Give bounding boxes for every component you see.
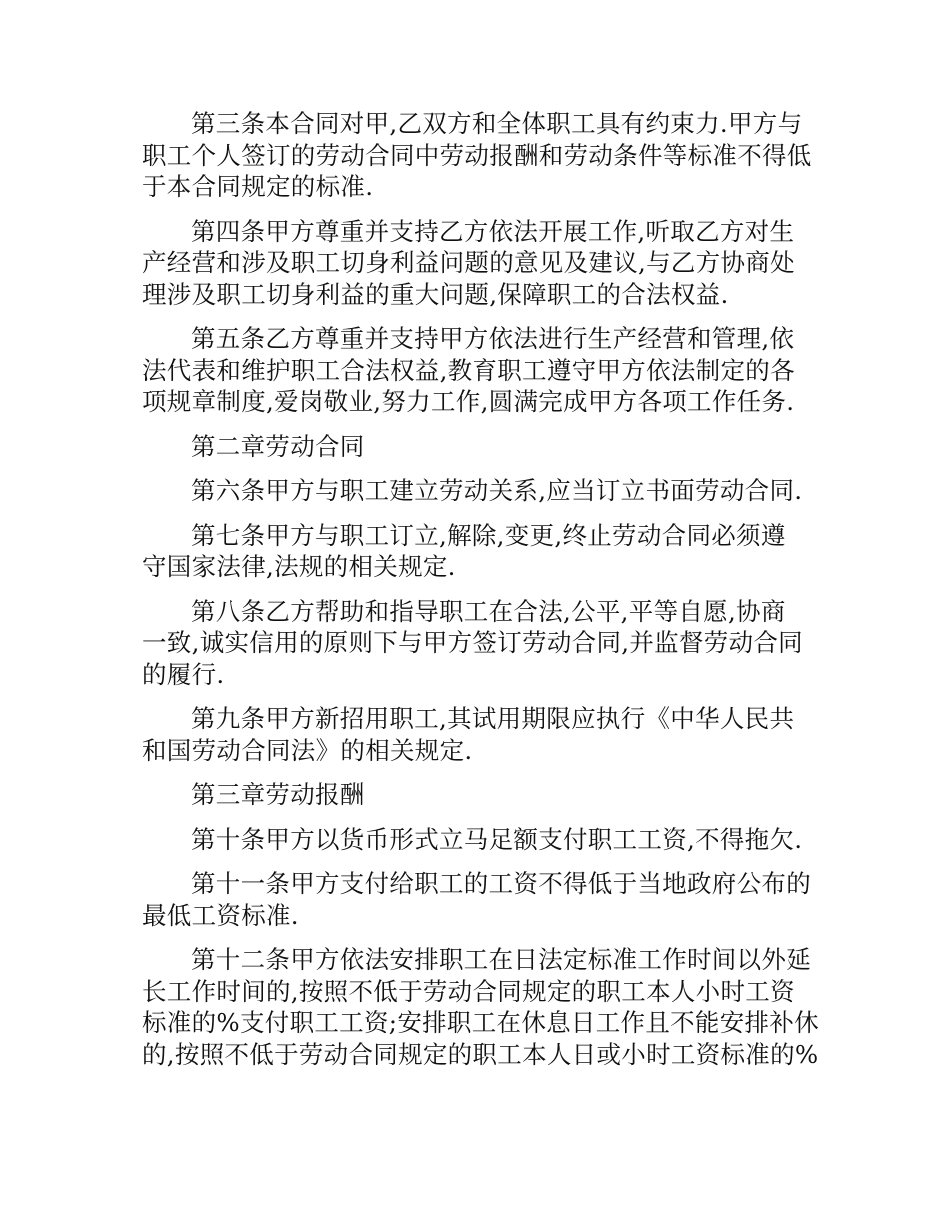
text-line: 第十二条甲方依法安排职工在日法定标准工作时间以外延: [191, 945, 811, 974]
text-line: 第十条甲方以货币形式立马足额支付职工工资,不得拖欠.: [191, 824, 803, 854]
text-line: 第五条乙方尊重并支持甲方依法进行生产经营和管理,依: [191, 324, 795, 353]
text-line: 理涉及职工切身利益的重大问题,保障职工的合法权益.: [142, 279, 729, 309]
article-12-paragraph: [142, 944, 818, 1070]
text-line: 和国劳动合同法》的相关规定.: [142, 735, 473, 765]
text-line: 职工个人签订的劳动合同中劳动报酬和劳动条件等标准不得低: [142, 140, 812, 170]
chapter-3-heading: [142, 779, 818, 811]
text-line: 法代表和维护职工合法权益,教育职工遵守甲方依法制定的各: [142, 355, 795, 385]
article-5-paragraph: [142, 323, 818, 418]
text-line: 长工作时间的,按照不低于劳动合同规定的职工本人小时工资: [142, 976, 795, 1006]
article-9-paragraph: [142, 703, 818, 766]
article-7-paragraph: [142, 520, 818, 583]
text-line: 的,按照不低于劳动合同规定的职工本人日或小时工资标准的%: [142, 1039, 819, 1069]
text-line: 的履行.: [142, 659, 225, 689]
text-line: 于本合同规定的标准.: [142, 172, 374, 201]
text-line: 第八条乙方帮助和指导职工在合法,公平,平等自愿,协商: [191, 596, 786, 626]
text-line: 第三章劳动报酬: [191, 780, 365, 809]
text-line: 第四条甲方尊重并支持乙方依法开展工作,听取乙方对生: [191, 216, 795, 246]
article-10-paragraph: [142, 824, 818, 856]
article-8-paragraph: [142, 596, 818, 691]
text-line: 第九条甲方新招用职工,其试用期限应执行《中华人民共: [191, 704, 795, 733]
article-4-paragraph: [142, 216, 818, 311]
text-line: 产经营和涉及职工切身利益问题的意见及建议,与乙方协商处: [142, 248, 795, 277]
text-line: 第七条甲方与职工订立,解除,变更,终止劳动合同必须遵: [191, 520, 786, 550]
text-line: 最低工资标准.: [142, 900, 299, 930]
text-line: 项规章制度,爱岗敬业,努力工作,圆满完成甲方各项工作任务.: [142, 387, 795, 416]
article-6-paragraph: [142, 475, 818, 507]
document-body: [142, 108, 818, 1083]
text-line: 第三条本合同对甲,乙双方和全体职工具有约束力.甲方与: [191, 109, 803, 138]
article-11-paragraph: [142, 868, 818, 931]
text-line: 第二章劳动合同: [191, 431, 365, 461]
text-line: 第六条甲方与职工建立劳动关系,应当订立书面劳动合同.: [191, 476, 803, 505]
text-line: 第十一条甲方支付给职工的工资不得低于当地政府公布的: [191, 869, 811, 898]
text-line: 标准的%支付职工工资;安排职工在休息日工作且不能安排补休: [142, 1008, 819, 1037]
text-line: 守国家法律,法规的相关规定.: [142, 552, 456, 581]
chapter-2-heading: [142, 431, 818, 463]
article-3-paragraph: [142, 108, 818, 203]
text-line: 一致,诚实信用的原则下与甲方签订劳动合同,并监督劳动合同: [142, 628, 803, 657]
